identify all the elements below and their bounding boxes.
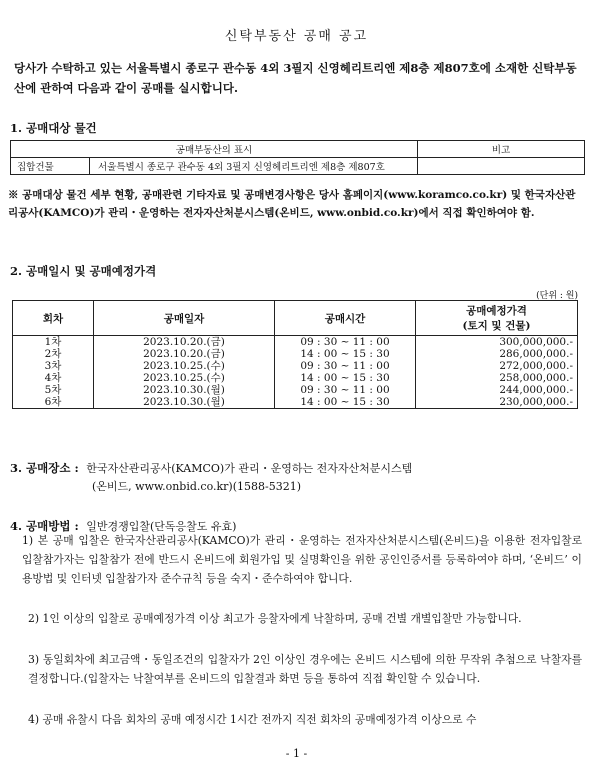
section3 bbox=[10, 458, 412, 479]
property-table bbox=[10, 140, 585, 175]
unit-label: (단위 : 원) bbox=[536, 291, 578, 301]
method-item-2: 2) 1인 이상의 입찰로 공매예정가격 이상 최고가 응찰자에게 낙찰하며, 공매 건별 개별입찰만 가능합니다. bbox=[28, 612, 522, 625]
col-note: 비고 bbox=[418, 141, 585, 158]
date-cell: 2023.10.20.(금) bbox=[94, 348, 275, 360]
section3-text1: 한국자산관리공사(KAMCO)가 관리・운영하는 전자자산처분시스템 bbox=[86, 462, 413, 475]
section1-heading: 1. 공매대상 물건 bbox=[10, 121, 97, 135]
col-display: 공매부동산의 표시 bbox=[11, 141, 418, 158]
document-title: 신탁부동산 공매 공고 bbox=[224, 29, 369, 44]
table-row bbox=[13, 384, 578, 396]
table-row bbox=[13, 396, 578, 409]
method-item-4: 4) 공매 유찰시 다음 회차의 공매 예정시간 1시간 전까지 직전 회차의 공매예정가격 이상으로 수 bbox=[28, 713, 477, 726]
section2-heading: 2. 공매일시 및 공매예정가격 bbox=[10, 264, 157, 278]
date-cell: 2023.10.30.(월) bbox=[94, 384, 275, 396]
round-cell: 3차 bbox=[13, 360, 94, 372]
property-note bbox=[418, 158, 585, 175]
header-time: 공매시간 bbox=[275, 301, 416, 336]
date-cell: 2023.10.20.(금) bbox=[94, 336, 275, 349]
round-cell: 2차 bbox=[13, 348, 94, 360]
table-row bbox=[13, 372, 578, 384]
price-cell: 258,000,000.- bbox=[416, 372, 578, 384]
property-address: 서울특별시 종로구 관수동 4외 3필지 신영헤리트리엔 제8층 제807호 bbox=[90, 158, 418, 175]
round-cell: 6차 bbox=[13, 396, 94, 409]
date-cell: 2023.10.30.(월) bbox=[94, 396, 275, 409]
header-round: 회차 bbox=[13, 301, 94, 336]
date-cell: 2023.10.25.(수) bbox=[94, 360, 275, 372]
header-price-line1: 공매예정가격 bbox=[466, 305, 527, 317]
method-item-3: 3) 동일회차에 최고금액・동일조건의 입찰자가 2인 이상인 경우에는 온비드 시스템에 의한 무작위 추첨으로 낙찰자를 결정합니다.(입찰자는 낙찰여부를 온비드의 입찰결과 화면 등을 통하여 직접 확인할 수 있습니다. bbox=[28, 653, 582, 685]
table-row bbox=[13, 336, 578, 349]
time-cell: 14 : 00 ~ 15 : 30 bbox=[275, 372, 416, 384]
time-cell: 14 : 00 ~ 15 : 30 bbox=[275, 348, 416, 360]
section1-note: ※ 공매대상 물건 세부 현황, 공매관련 기타자료 및 공매변경사항은 당사 홈페이지(www.koramco.co.kr) 및 한국자산관리공사(KAMCO)가 관리・운영하는 전자자산처분시스템(온비드, www.onbid.co.kr)에서 직접 확인하여야 함. bbox=[8, 189, 576, 219]
round-cell: 1차 bbox=[13, 336, 94, 349]
round-cell: 4차 bbox=[13, 372, 94, 384]
price-cell: 230,000,000.- bbox=[416, 396, 578, 409]
page-number: - 1 - bbox=[285, 747, 308, 760]
round-cell: 5차 bbox=[13, 384, 94, 396]
intro-paragraph: 당사가 수탁하고 있는 서울특별시 종로구 관수동 4외 3필지 신영헤리트리엔 제8층 제807호에 소재한 신탁부동산에 관하여 다음과 같이 공매를 실시합니다. bbox=[14, 61, 577, 95]
price-cell: 244,000,000.- bbox=[416, 384, 578, 396]
header-date: 공매일자 bbox=[94, 301, 275, 336]
time-cell: 09 : 30 ~ 11 : 00 bbox=[275, 384, 416, 396]
header-price-line2: (토지 및 건물) bbox=[462, 320, 531, 332]
section4-text: 일반경쟁입찰(단독응찰도 유효) bbox=[86, 520, 237, 533]
time-cell: 09 : 30 ~ 11 : 00 bbox=[275, 360, 416, 372]
price-cell: 272,000,000.- bbox=[416, 360, 578, 372]
property-row bbox=[11, 158, 585, 175]
schedule-table bbox=[12, 300, 578, 409]
section3-label: 3. 공매장소 : bbox=[10, 461, 79, 475]
method-item-1: 1) 본 공매 입찰은 한국자산관리공사(KAMCO)가 관리・운영하는 전자자산처분시스템(온비드)을 이용한 전자입찰로 입찰참가자는 입찰참가 전에 반드시 온비드에 회원가입 및 실명확인을 위한 공인인증서를 등록하여야 하며, ‘온비드’ 이용방법 및 인터넷 입찰참가자 준수규칙 등을 숙지・준수하여야 합니다. bbox=[22, 534, 582, 585]
time-cell: 14 : 00 ~ 15 : 30 bbox=[275, 396, 416, 409]
section3-text2: (온비드, www.onbid.co.kr)(1588-5321) bbox=[92, 480, 301, 493]
property-table-header bbox=[11, 141, 585, 158]
header-price bbox=[416, 301, 578, 336]
property-type: 집합건물 bbox=[11, 158, 90, 175]
time-cell: 09 : 30 ~ 11 : 00 bbox=[275, 336, 416, 349]
section4-label: 4. 공매방법 : bbox=[10, 519, 79, 533]
price-cell: 300,000,000.- bbox=[416, 336, 578, 349]
table-row bbox=[13, 360, 578, 372]
schedule-header bbox=[13, 301, 578, 336]
table-row bbox=[13, 348, 578, 360]
date-cell: 2023.10.25.(수) bbox=[94, 372, 275, 384]
price-cell: 286,000,000.- bbox=[416, 348, 578, 360]
